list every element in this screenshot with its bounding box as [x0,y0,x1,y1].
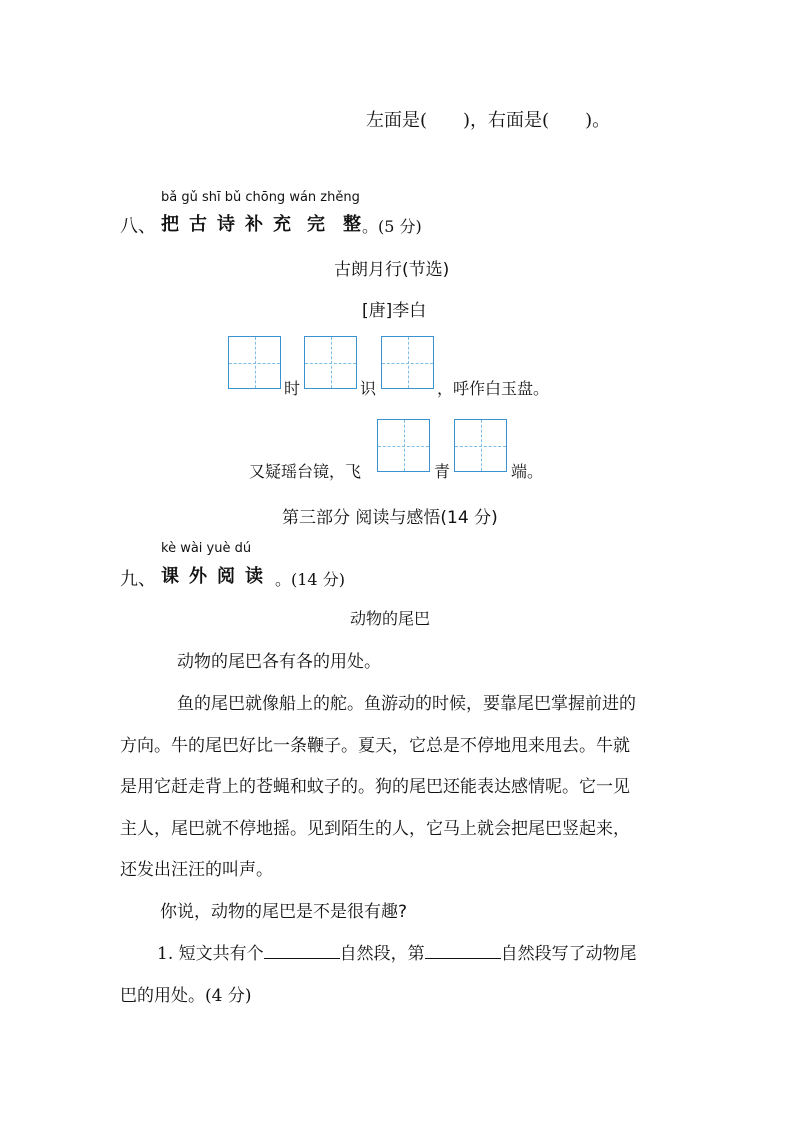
poem-char: 青 [434,462,451,481]
passage-line: 是用它赶走背上的苍蝇和蚊子的。狗的尾巴还能表达感情呢。它一见 [120,777,630,797]
q9-char: 外 [189,566,207,587]
char-box-2[interactable] [304,336,357,389]
q8-pinyin: bǎ gǔ shī bǔ chōng wán zhěng [161,190,360,205]
q9-pinyin: kè wài yuè dú [161,541,252,556]
answer-blank-2[interactable] [425,957,501,959]
q8-char: 诗 [217,214,235,235]
question-1-text: 自然段写了动物尾 [500,944,637,964]
passage-paragraph-1: 动物的尾巴各有各的用处。 [177,652,381,672]
q9-char: 课 [161,566,179,587]
q9-title [161,562,273,588]
passage-paragraph-3: 你说，动物的尾巴是不是很有趣? [160,902,408,922]
char-box-1[interactable] [228,336,281,389]
question-1-text: 自然段，第 [339,944,425,964]
passage-line: 方向。牛的尾巴好比一条鞭子。夏天，它总是不停地甩来甩去。牛就 [120,736,630,756]
answer-blank-1[interactable] [264,957,340,959]
q9-char: 阅 [217,566,235,587]
part3-title: 第三部分 阅读与感悟(14 分) [282,508,498,528]
q9-score: 。(14 分) [275,570,345,589]
q9-char: 读 [245,566,263,587]
poem-title: 古朗月行(节选) [334,260,450,280]
q8-score: 。(5 分) [362,217,422,236]
question-1-text: 1. 短文共有个 [157,944,264,964]
passage-line: 鱼的尾巴就像船上的舵。鱼游动的时候，要靠尾巴掌握前进的 [177,694,636,714]
q8-char: 完 [307,214,325,235]
q9-number: 九、 [120,569,156,590]
poem-line2-start: 又疑瑶台镜，飞 [249,462,362,481]
passage-line: 主人，尾巴就不停地摇。见到陌生的人，它马上就会把尾巴竖起来， [120,819,630,839]
q8-char: 把 [161,214,179,235]
poem-line2-end: 端。 [511,462,544,481]
q8-char: 古 [189,214,207,235]
q8-char: 充 [273,214,291,235]
q8-char: 整 [343,214,361,235]
poem-author: [唐]李白 [362,301,427,321]
q8-char: 补 [245,214,263,235]
char-box-4[interactable] [377,419,430,472]
poem-line1-end: ，呼作白玉盘。 [437,379,550,398]
char-box-3[interactable] [381,336,434,389]
q8-title [161,210,373,236]
poem-char: 时 [284,379,301,398]
question-1 [157,939,637,964]
poem-char: 识 [360,379,377,398]
passage-title: 动物的尾巴 [350,609,431,628]
fill-blank-left-right: 左面是( )，右面是( )。 [366,110,611,131]
char-box-5[interactable] [454,419,507,472]
question-1-line2: 巴的用处。(4 分) [120,986,252,1006]
passage-line: 还发出汪汪的叫声。 [120,860,273,880]
q8-number: 八、 [120,216,156,237]
